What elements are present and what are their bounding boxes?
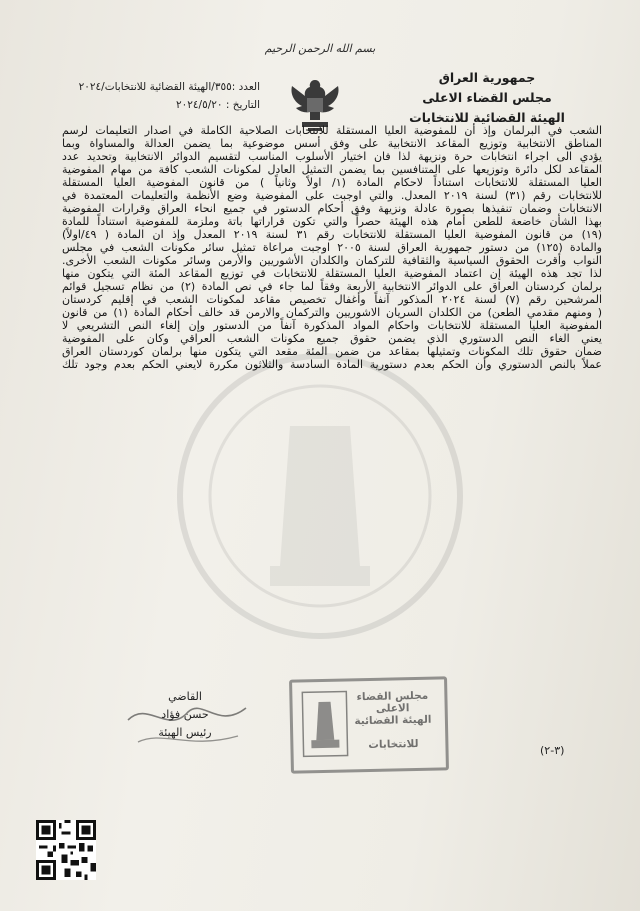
body-line: برلمان كردستان العراق على الدوائر الانتخابية الأربعة وفقاً لما جاء في نص المادة (٢) من نظام تسجيل قوائم: [62, 280, 602, 293]
body-line: الانتخابات وضمان تنفيذها بصورة عادلة ونزيهة وفق أحكام الدستور في جميع انحاء العراق وقرارات المفوضية: [62, 202, 602, 215]
body-line: المرشحين رقم (٧) لسنة ٢٠٢٤ المذكور آنفاً وأغفال تخصيص مقاعد لمكونات الشعب في إقليم كردستان: [62, 293, 602, 306]
body-line: المناطق الانتخابية وتوزيع المقاعد الانتخابية على وفق أسس موضوعية بما يضمن العدالة والمساواة وبما: [62, 137, 602, 150]
body-line: ( ومنهم مقدمي الطعن) من الكلدان السريان الاشوريين والتركمان والارمن قد خالف أحكام المادة (١) من قانون: [62, 306, 603, 319]
signature-name: حسن فؤاد: [161, 708, 209, 721]
body-line: بهذا الشأن خاضعة للطعن أمام هذه الهيئة حصراً والتي تكون قراراتها باتة وملزمة للمفوضية استناداً للمادة: [62, 215, 602, 228]
issuer-header: [392, 68, 582, 128]
issuer-line-council: مجلس القضاء الاعلى: [422, 90, 552, 105]
body-line: لذا تجد هذه الهيئة إن اعتماد المفوضية العليا المستقلة للانتخابات في توزيع المقاعد المئة التي يتكون منها: [62, 267, 602, 280]
body-line: ضمان حقوق تلك المكونات وتمثيلها بمقاعد من ضمن المئة مقعد التي يتكون منها برلمان كوردستان العراق: [62, 345, 602, 358]
body-line: (١٩) من قانون المفوضية العليا المستقلة للانتخابات رقم ٣١ لسنة ٢٠١٩ المعدل وإذ ان المادة ( ٤٩/اولاً): [62, 228, 603, 241]
stamp-line-council: مجلس القضاء الاعلى: [356, 689, 429, 715]
decision-body: [62, 124, 602, 371]
body-line: المفوضية العليا المستقلة للانتخابات واحكام المواد المذكورة آنفاً من الدستور وإن إلغاء النص التشريعي لا: [62, 319, 602, 332]
reference-number: العدد :٣٥٥/الهيئة القضائية للانتخابات/٢٠٢٤: [78, 81, 260, 93]
qr-code-icon: [36, 820, 96, 880]
body-line: المقاعد لكل دائرة وتوزيعها على المتنافسين بما يضمن التمثيل العادل لمكونات الشعب كافة من مهام المفوضية: [62, 163, 602, 176]
issuer-line-country: جمهورية العراق: [438, 70, 536, 85]
body-line: يعني الغاء النص الدستوري الذي يضمن حقوق جميع مكونات الشعب العراقي وكان على المفوضية: [62, 332, 602, 345]
basmala: بسم الله الرحمن الرحيم: [264, 42, 376, 55]
body-line: العليا المستقلة للانتخابات استناداً لاحكام المادة (١/ اولاً وثانياً ) من قانون المفوضية العليا المستقلة: [62, 176, 602, 189]
reference-date: التاريخ : ٢٠٢٤/٥/٢٠: [175, 99, 260, 111]
stamp-line-commission: الهيئة القضائية: [354, 713, 432, 728]
reference-block: [60, 78, 260, 114]
body-line: للانتخابات رقم (٣١) لسنة ٢٠١٩ المعدل. والتي اوجبت على المفوضية وضع الأنظمة والتعليمات المعتمدة في: [62, 189, 602, 202]
body-line: الشعب في البرلمان وإذ أن للمفوضية العليا المستقلة للانتخابات الصلاحية الكاملة في اصدار التعليمات لرسم: [62, 124, 602, 137]
page-number: (٣-٢): [540, 744, 565, 757]
signature-role: رئيس الهيئة: [158, 726, 212, 739]
body-line: والمادة (١٢٥) من دستور جمهورية العراق لسنة ٢٠٠٥ اوجبت مراعاة تمثيل سائر مكونات الشعب في مجلس: [62, 241, 602, 254]
court-seal-watermark: [170, 346, 470, 646]
stamp-statue-icon: [300, 689, 349, 758]
issuer-line-commission: الهيئة القضائية للانتخابات: [409, 110, 565, 125]
judge-signature-block: [120, 688, 250, 742]
stamp-line-elections: للانتخابات: [368, 737, 419, 752]
body-line: النواب وأقرت الحقوق السياسية والثقافية للتركمان والكلدان الأشوريين والأرمن وسائر مكونات الشعب الأخرى.: [62, 254, 602, 267]
signature-title: القاضي: [168, 690, 202, 703]
body-line: عملاً بالنص الدستوري وأن الحكم بعدم دستورية المادة السادسة والثلاثون مكررة لايعني الحكم بعدم وجود تلك: [62, 358, 602, 371]
official-stamp: [289, 676, 449, 773]
body-line: يؤدي الى اجراء انتخابات حرة ونزيهة لذا فان اختيار الأسلوب المناسب لتقسيم الدوائر الانتخابية وتحديد عدد: [62, 150, 602, 163]
